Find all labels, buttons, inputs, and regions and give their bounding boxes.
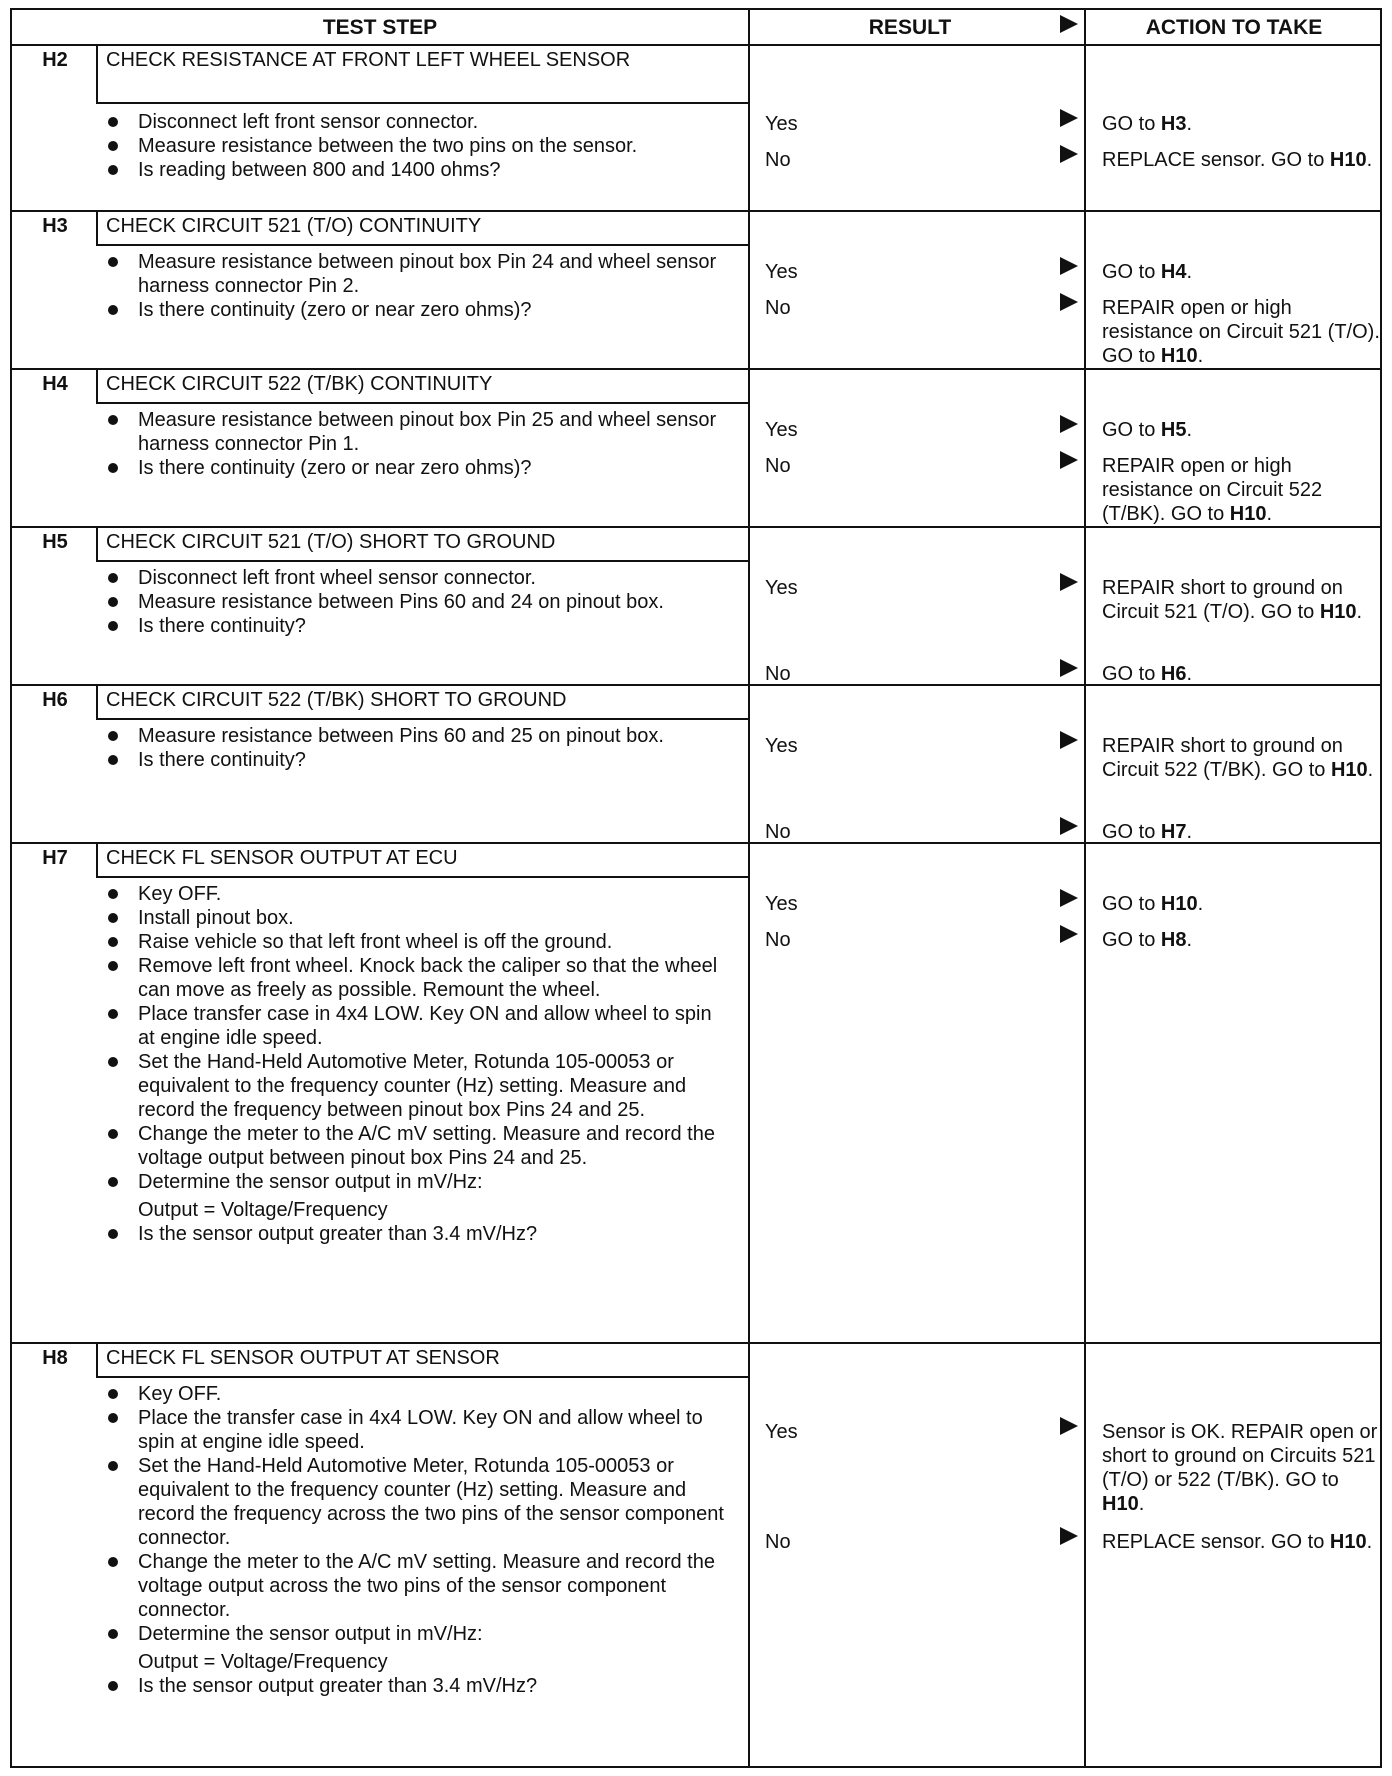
step-h2 [12, 46, 746, 212]
step-title: CHECK CIRCUIT 522 (T/BK) CONTINUITY [106, 373, 493, 395]
step-title-rule [98, 718, 748, 720]
header-result: RESULT [868, 16, 952, 39]
step-title: CHECK CIRCUIT 521 (T/O) SHORT TO GROUND [106, 531, 556, 553]
arrow-right-icon [1058, 816, 1080, 836]
list-item: Disconnect left front wheel sensor connector. [104, 566, 724, 590]
step-bullets [104, 882, 724, 1246]
step-bullets [104, 724, 724, 772]
step-title: CHECK CIRCUIT 522 (T/BK) SHORT TO GROUND [106, 689, 567, 711]
list-item: Measure resistance between Pins 60 and 25 on pinout box. [104, 724, 724, 748]
step-h3 [12, 212, 746, 370]
bullet-icon [108, 937, 118, 947]
arrow-right-icon [1058, 730, 1080, 750]
arrow-right-icon [1058, 1526, 1080, 1546]
list-item: Measure resistance between Pins 60 and 24 on pinout box. [104, 590, 724, 614]
bullet-icon [108, 117, 118, 127]
step-h8 [12, 1344, 746, 1764]
result-yes: Yes [765, 1421, 798, 1443]
step-bullets [104, 408, 724, 480]
step-title: CHECK RESISTANCE AT FRONT LEFT WHEEL SENSOR [106, 49, 631, 71]
result-no: No [765, 1531, 791, 1553]
bullet-icon [108, 1129, 118, 1139]
list-item: Set the Hand-Held Automotive Meter, Rotunda 105-00053 or equivalent to the frequency counter (Hz) setting. Measure and record the frequency across the two pins of the sensor component connector. [104, 1454, 724, 1550]
step-h4 [12, 370, 746, 526]
action-text: REPLACE sensor. GO to H10. [1102, 1531, 1373, 1553]
bullet-icon [108, 1009, 118, 1019]
bullet-icon [108, 463, 118, 473]
step-title: CHECK FL SENSOR OUTPUT AT SENSOR [106, 1347, 500, 1369]
action-text: GO to H6. [1102, 663, 1193, 685]
arrow-right-icon [1058, 256, 1080, 276]
action-text: REPLACE sensor. GO to H10. [1102, 149, 1373, 171]
bullet-icon [108, 165, 118, 175]
action-text: GO to H10. [1102, 893, 1204, 915]
list-item: Key OFF. [104, 1382, 724, 1406]
action-text: GO to H7. [1102, 821, 1193, 843]
list-item: Raise vehicle so that left front wheel is off the ground. [104, 930, 724, 954]
step-id-divider [96, 210, 98, 246]
bullet-icon [108, 573, 118, 583]
arrow-right-icon [1058, 572, 1080, 592]
result-yes: Yes [765, 419, 798, 441]
header-test-step: TEST STEP [322, 16, 438, 39]
step-title-rule [98, 1376, 748, 1378]
action-text: Sensor is OK. REPAIR open or short to ground on Circuits 521 (T/O) or 522 (T/BK). GO to H10. [1102, 1421, 1378, 1515]
step-title: CHECK FL SENSOR OUTPUT AT ECU [106, 847, 458, 869]
list-item: Measure resistance between the two pins on the sensor. [104, 134, 724, 158]
step-id-divider [96, 842, 98, 878]
result-yes: Yes [765, 735, 798, 757]
result-no: No [765, 297, 791, 319]
list-item: Place the transfer case in 4x4 LOW. Key ON and allow wheel to spin at engine idle speed. [104, 1406, 724, 1454]
bullet-icon [108, 141, 118, 151]
step-h5 [12, 528, 746, 684]
list-item: Determine the sensor output in mV/Hz: Output = Voltage/Frequency [104, 1622, 724, 1674]
list-item: Measure resistance between pinout box Pin 24 and wheel sensor harness connector Pin 2. [104, 250, 724, 298]
step-id: H5 [42, 531, 68, 553]
list-item: Place transfer case in 4x4 LOW. Key ON and allow wheel to spin at engine idle speed. [104, 1002, 724, 1050]
bullet-icon [108, 913, 118, 923]
arrow-right-icon [1058, 450, 1080, 470]
arrow-right-icon [1058, 888, 1080, 908]
step-id: H4 [42, 373, 68, 395]
result-no: No [765, 663, 791, 685]
list-item: Measure resistance between pinout box Pin 25 and wheel sensor harness connector Pin 1. [104, 408, 724, 456]
list-item: Install pinout box. [104, 906, 724, 930]
list-item: Change the meter to the A/C mV setting. Measure and record the voltage output between pinout box Pins 24 and 25. [104, 1122, 724, 1170]
action-text: REPAIR short to ground on Circuit 522 (T/BK). GO to H10. [1102, 735, 1374, 781]
list-item: Is there continuity? [104, 748, 724, 772]
bullet-icon [108, 1681, 118, 1691]
step-h6 [12, 686, 746, 842]
list-item: Is there continuity (zero or near zero ohms)? [104, 298, 724, 322]
bullet-icon [108, 1177, 118, 1187]
test-table [10, 8, 1382, 1768]
step-bullets [104, 566, 724, 638]
header-arrow-icon [1058, 14, 1080, 34]
bullet-icon [108, 597, 118, 607]
action-text: GO to H5. [1102, 419, 1193, 441]
list-item: Is reading between 800 and 1400 ohms? [104, 158, 724, 182]
action-text: REPAIR open or high resistance on Circuit 522 (T/BK). GO to H10. [1102, 455, 1323, 525]
action-text: GO to H3. [1102, 113, 1193, 135]
action-text: GO to H8. [1102, 929, 1193, 951]
step-bullets [104, 1382, 724, 1698]
col-divider-teststep [748, 10, 750, 1766]
result-yes: Yes [765, 893, 798, 915]
arrow-right-icon [1058, 144, 1080, 164]
step-id: H3 [42, 215, 68, 237]
step-title-rule [98, 102, 748, 104]
step-title-rule [98, 402, 748, 404]
bullet-icon [108, 731, 118, 741]
step-id-divider [96, 526, 98, 562]
bullet-icon [108, 621, 118, 631]
bullet-icon [108, 1557, 118, 1567]
result-yes: Yes [765, 113, 798, 135]
bullet-icon [108, 1629, 118, 1639]
list-item: Set the Hand-Held Automotive Meter, Rotunda 105-00053 or equivalent to the frequency counter (Hz) setting. Measure and record the frequency between pinout box Pins 24 and 25. [104, 1050, 724, 1122]
step-id: H7 [42, 847, 68, 869]
arrow-right-icon [1058, 1416, 1080, 1436]
step-title-rule [98, 244, 748, 246]
action-text: REPAIR short to ground on Circuit 521 (T/O). GO to H10. [1102, 577, 1363, 623]
bullet-icon [108, 755, 118, 765]
list-item: Key OFF. [104, 882, 724, 906]
action-text: REPAIR open or high resistance on Circuit 521 (T/O). GO to H10. [1102, 297, 1380, 367]
bullet-icon [108, 1229, 118, 1239]
arrow-right-icon [1058, 292, 1080, 312]
header-action: ACTION TO TAKE [1145, 16, 1323, 39]
step-h7 [12, 844, 746, 1344]
result-no: No [765, 455, 791, 477]
step-title-rule [98, 560, 748, 562]
bullet-icon [108, 415, 118, 425]
result-yes: Yes [765, 577, 798, 599]
step-id-divider [96, 44, 98, 104]
bullet-icon [108, 1461, 118, 1471]
step-id: H2 [42, 49, 68, 71]
col-divider-result [1084, 10, 1086, 1766]
step-id-divider [96, 684, 98, 720]
list-item: Is there continuity (zero or near zero ohms)? [104, 456, 724, 480]
list-item: Is the sensor output greater than 3.4 mV/Hz? [104, 1674, 724, 1698]
bullet-icon [108, 257, 118, 267]
result-no: No [765, 929, 791, 951]
arrow-right-icon [1058, 658, 1080, 678]
list-item: Disconnect left front sensor connector. [104, 110, 724, 134]
formula: Output = Voltage/Frequency [138, 1651, 388, 1673]
bullet-icon [108, 1057, 118, 1067]
step-title-rule [98, 876, 748, 878]
list-item: Is the sensor output greater than 3.4 mV/Hz? [104, 1222, 724, 1246]
arrow-right-icon [1058, 414, 1080, 434]
list-item: Is there continuity? [104, 614, 724, 638]
action-text: GO to H4. [1102, 261, 1193, 283]
step-id-divider [96, 368, 98, 404]
result-no: No [765, 821, 791, 843]
bullet-icon [108, 1413, 118, 1423]
step-id-divider [96, 1342, 98, 1378]
bullet-icon [108, 889, 118, 899]
step-id: H6 [42, 689, 68, 711]
step-id: H8 [42, 1347, 68, 1369]
list-item: Determine the sensor output in mV/Hz: Output = Voltage/Frequency [104, 1170, 724, 1222]
bullet-icon [108, 961, 118, 971]
step-bullets [104, 250, 724, 322]
arrow-right-icon [1058, 924, 1080, 944]
list-item: Change the meter to the A/C mV setting. Measure and record the voltage output across the two pins of the sensor component connector. [104, 1550, 724, 1622]
bullet-icon [108, 305, 118, 315]
step-title: CHECK CIRCUIT 521 (T/O) CONTINUITY [106, 215, 482, 237]
result-no: No [765, 149, 791, 171]
step-bullets [104, 110, 724, 182]
formula: Output = Voltage/Frequency [138, 1199, 388, 1221]
arrow-right-icon [1058, 108, 1080, 128]
result-yes: Yes [765, 261, 798, 283]
bullet-icon [108, 1389, 118, 1399]
list-item: Remove left front wheel. Knock back the caliper so that the wheel can move as freely as possible. Remount the wheel. [104, 954, 724, 1002]
